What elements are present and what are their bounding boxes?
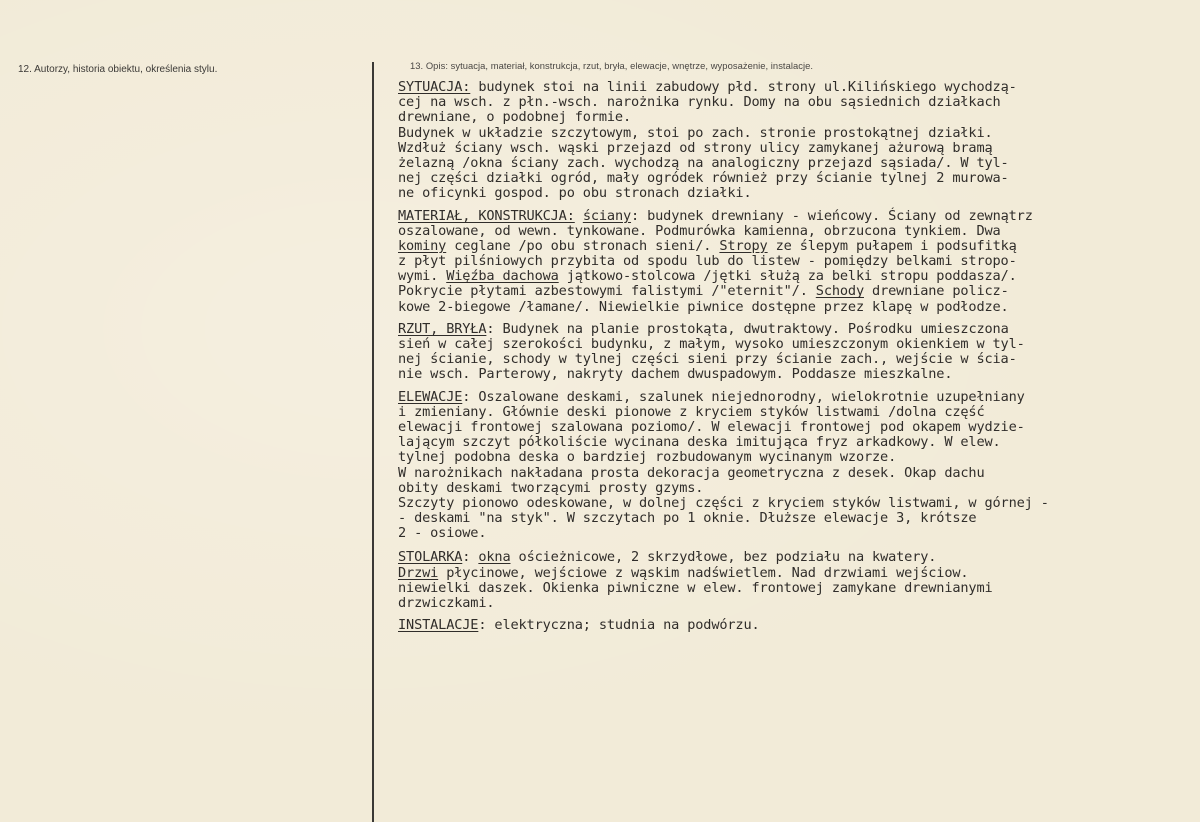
text-line: 2 - osiowe. bbox=[398, 525, 487, 542]
section-stolarka: STOLARKA: okna ościeżnicowe, 2 skrzydłowe, bez podziału na kwatery. Drzwi płycinowe, wejściowe z wąskim nadświetlem. Nad drzwiami wejściow. niewielki daszek. Okienka piwniczne w elew. frontowej zamykane drewnianymi drzwiczkami. bbox=[398, 550, 1193, 611]
text-line: elewacji frontowej szalowana poziomo/. W elewacji frontowej pod okapem wydzie- bbox=[398, 418, 1025, 435]
text-line: W narożnikach nakładana prosta dekoracja geometryczna z desek. Okap dachu bbox=[398, 464, 985, 481]
label-sciany: ściany bbox=[582, 207, 632, 224]
text-line: obity deskami tworzącymi prosty gzyms. bbox=[398, 479, 704, 496]
text-line: Budynek w układzie szczytowym, stoi po zach. stronie prostokątnej działki. bbox=[398, 124, 993, 141]
text-line: Szczyty pionowo odeskowane, w dolnej części z kryciem styków listwami, w górnej - bbox=[398, 494, 1049, 511]
text-line: z płyt pilśniowych przybita od spodu lub do listew - pomiędzy belkami stropo- bbox=[398, 253, 1017, 270]
column-divider bbox=[372, 62, 374, 822]
text-line: żelazną /okna ściany zach. wychodzą na analogiczny przejazd sąsiada/. W tyl- bbox=[398, 154, 1009, 171]
text-line: tylnej podobna deska o bardziej rozbudowanym wycinanym wzorze. bbox=[398, 449, 897, 466]
label-wiezba: Więźba dachowa bbox=[446, 268, 559, 285]
heading-sytuacja: SYTUACJA: bbox=[398, 79, 471, 95]
text-line: drewniane, o podobnej formie. bbox=[398, 109, 631, 126]
label-drzwi: Drzwi bbox=[398, 564, 439, 581]
text-line: sień w całej szerokości budynku, z małym, wysoko umieszczonym okienkiem w tyl- bbox=[398, 336, 1025, 352]
typed-description bbox=[398, 80, 1193, 640]
section-sytuacja: SYTUACJA: budynek stoi na linii zabudowy płd. strony ul.Kilińskiego wychodzą- cej na wsch. z płn.-wsch. narożnika rynku. Domy na obu sąsiednich działkach drewniane, o podobnej formie. Budynek w układzie szczytowym, stoi po zach. stronie prostokątnej działki. Wzdłuż ściany wsch. wąski przejazd od strony ulicy zamykanej ażurową bramą żelazną /okna ściany zach. wychodzą na analogiczny przejazd sąsiada/. W tyl- nej części działki ogród, mały ogródek również przy ścianie tylnej 2 murowa- ne oficynki gospod. po obu stronach działki. bbox=[398, 80, 1193, 202]
text-line: - deskami "na styk". W szczytach po 1 oknie. Dłuższe elewacje 3, krótsze bbox=[398, 510, 977, 527]
section-material: MATERIAŁ, KONSTRUKCJA: ściany: budynek drewniany - wieńcowy. Ściany od zewnątrz oszalowane, od wewn. tynkowane. Podmurówka kamienna, obrzucona tynkiem. Dwa kominy ceglane /po obu stronach sieni/. Stropy ze ślepym pułapem i podsufitką z płyt pilśniowych przybita od spodu lub do listew - pomiędzy belkami stropo- wymi. Więźba dachowa jątkowo-stolcowa /jętki służą za belki stropu poddasza/. Pokrycie płytami azbestowymi falistymi /"eternit"/. Schody drewniane policz- kowe 2-biegowe /łamane/. Niewielkie piwnice dostępne przez klapę w podłodze. bbox=[398, 209, 1193, 315]
text-line: lającym szczyt półkoliście wycinana deska imitująca fryz arkadkowy. W elew. bbox=[398, 434, 1001, 451]
label-kominy: kominy bbox=[398, 237, 447, 254]
text-line: i zmieniany. Głównie deski pionowe z kryciem styków listwami /dolna część bbox=[398, 403, 985, 420]
text-line: oszalowane, od wewn. tynkowane. Podmurówka kamienna, obrzucona tynkiem. Dwa bbox=[398, 222, 1001, 239]
heading-rzut: RZUT, BRYŁA bbox=[398, 320, 487, 337]
text-line: cej na wsch. z płn.-wsch. narożnika rynku. Domy na obu sąsiednich działkach bbox=[398, 94, 1001, 111]
heading-instalacje: INSTALACJE bbox=[398, 617, 479, 634]
label-stropy: Stropy bbox=[719, 237, 768, 254]
text-line: nej części działki ogród, mały ogródek również przy ścianie tylnej 2 murowa- bbox=[398, 170, 1009, 187]
text-line: ne oficynki gospod. po obu stronach działki. bbox=[398, 185, 752, 202]
field-13-label: 13. Opis: sytuacja, materiał, konstrukcja, rzut, bryła, elewacje, wnętrze, wyposażenie, instalacje. bbox=[410, 60, 814, 71]
text-line: nej ścianie, schody w tylnej części sieni przy ścianie zach., wejście w ścia- bbox=[398, 351, 1017, 368]
label-okna: okna bbox=[478, 549, 511, 566]
text-line: Wzdłuż ściany wsch. wąski przejazd od strony ulicy zamykanej ażurową bramą bbox=[398, 139, 993, 156]
text-line: niewielki daszek. Okienka piwniczne w elew. frontowej zamykane drewnianymi bbox=[398, 579, 993, 596]
section-rzut: RZUT, BRYŁA: Budynek na planie prostokąta, dwutraktowy. Pośrodku umieszczona sień w całej szerokości budynku, z małym, wysoko umieszczonym okienkiem w tyl- nej ścianie, schody w tylnej części sieni przy ścianie zach., wejście w ścia- nie wsch. Parterowy, nakryty dachem dwuspadowym. Poddasze mieszkalne. bbox=[398, 322, 1193, 383]
section-instalacje: INSTALACJE: elektryczna; studnia na podwórzu. bbox=[398, 617, 760, 634]
label-schody: Schody bbox=[815, 283, 864, 300]
heading-elewacje: ELEWACJE bbox=[398, 388, 463, 405]
text-line: kowe 2-biegowe /łamane/. Niewielkie piwnice dostępne przez klapę w podłodze. bbox=[398, 298, 1009, 315]
heading-stolarka: STOLARKA bbox=[398, 549, 463, 566]
field-12-label: 12. Autorzy, historia obiektu, określenia stylu. bbox=[18, 64, 218, 75]
text-line: nie wsch. Parterowy, nakryty dachem dwuspadowym. Poddasze mieszkalne. bbox=[398, 366, 953, 383]
heading-material: MATERIAŁ, KONSTRUKCJA: bbox=[398, 207, 575, 224]
section-elewacje: ELEWACJE: Oszalowane deskami, szalunek niejednorodny, wielokrotnie uzupełniany i zmieniany. Głównie deski pionowe z kryciem styków listwami /dolna część elewacji frontowej szalowana poziomo/. W elewacji frontowej pod okapem wydzie- lającym szczyt półkoliście wycinana deska imitująca fryz arkadkowy. W elew. tylnej podobna deska o bardziej rozbudowanym wycinanym wzorze. W narożnikach nakładana prosta dekoracja geometryczna z desek. Okap dachu obity deskami tworzącymi prosty gzyms. Szczyty pionowo odeskowane, w dolnej części z kryciem styków listwami, w górnej - - deskami "na styk". W szczytach po 1 oknie. Dłuższe elewacje 3, krótsze 2 - osiowe. bbox=[398, 390, 1193, 542]
text-line: drzwiczkami. bbox=[398, 595, 495, 611]
